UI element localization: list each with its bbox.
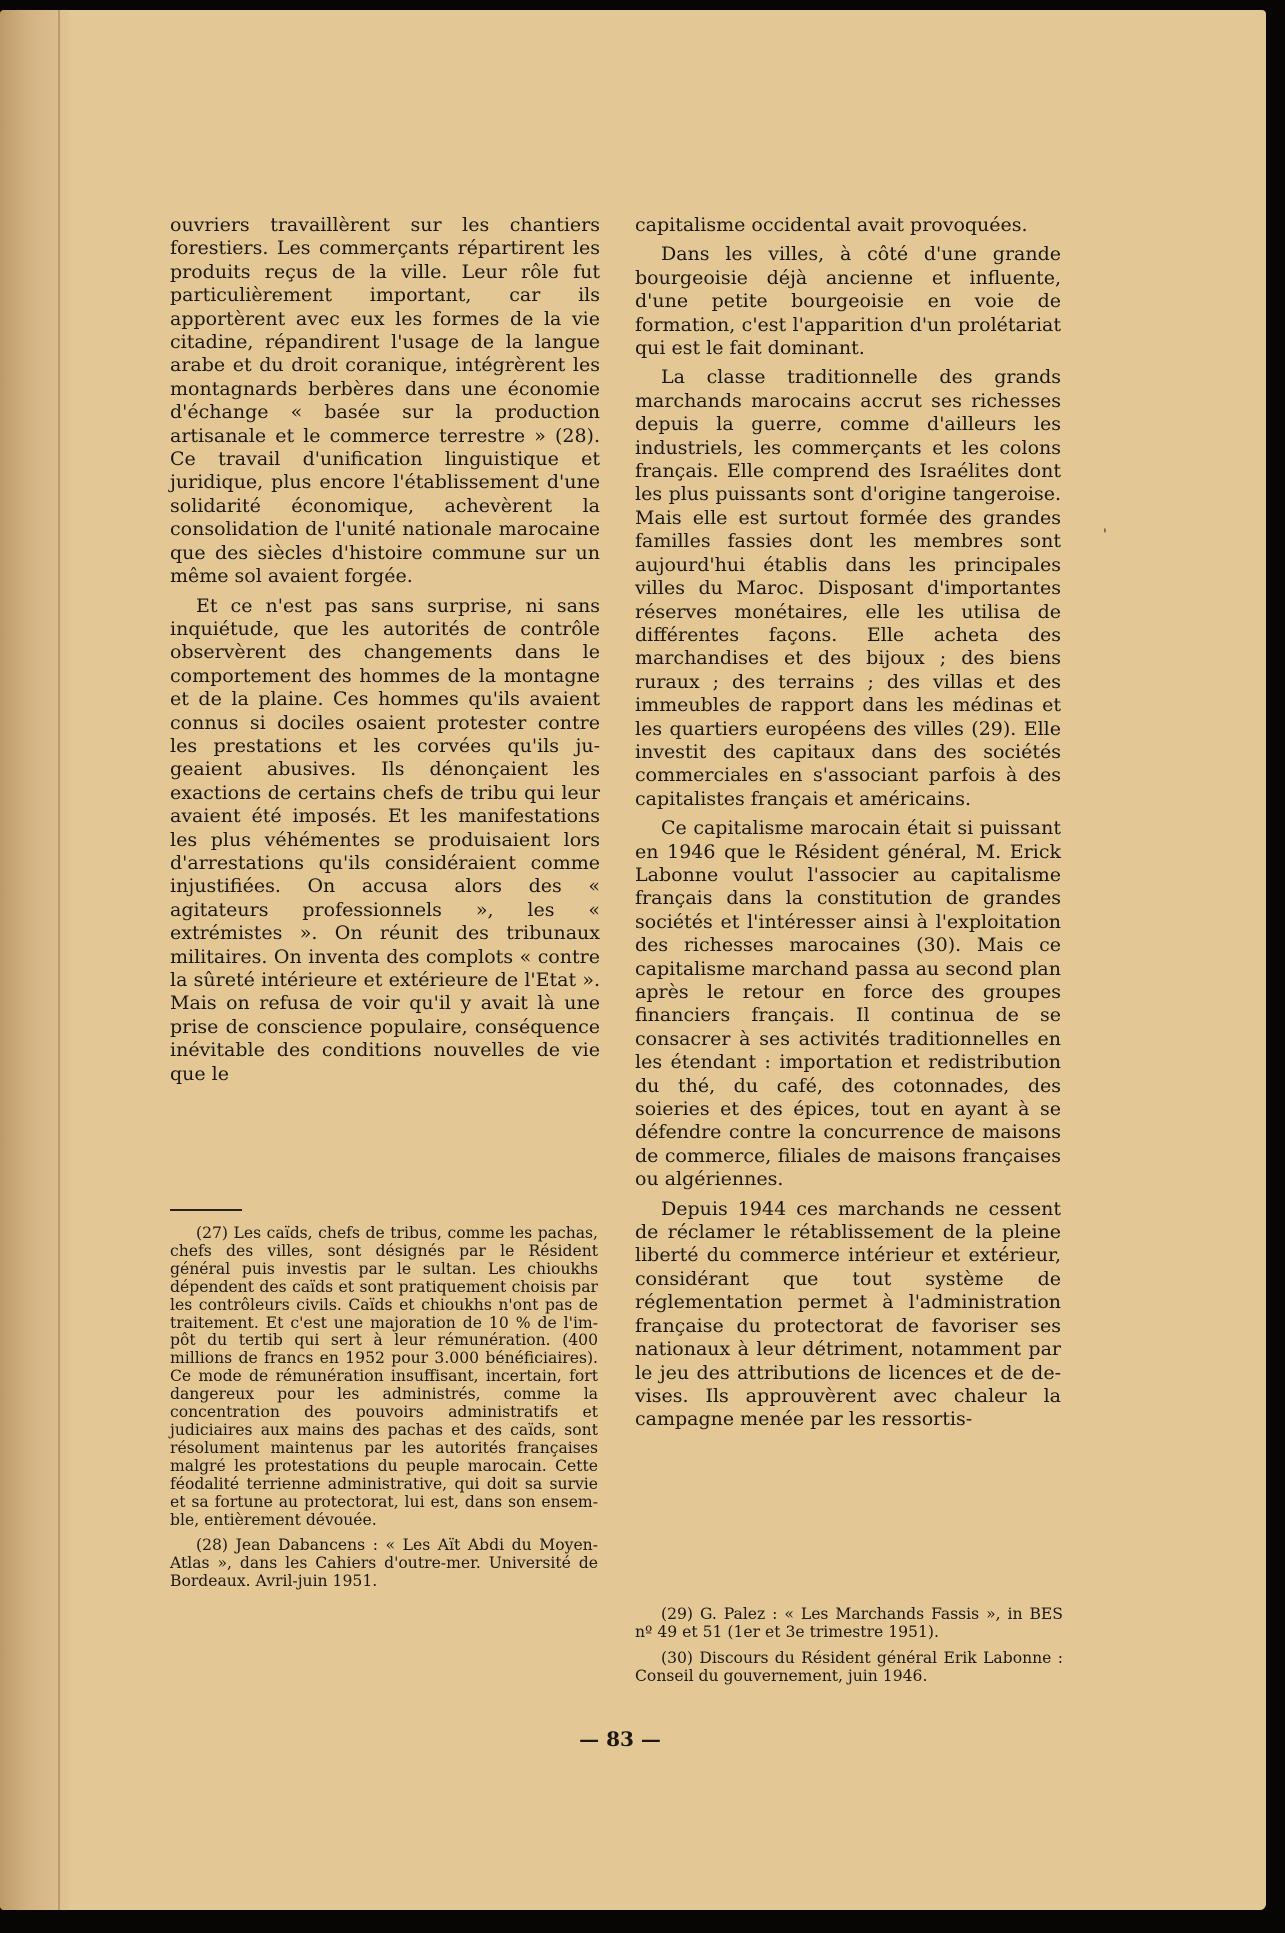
book-page <box>0 10 1266 1910</box>
page-number: — 83 — <box>579 1727 661 1751</box>
binding-crease <box>58 10 60 1910</box>
left-footnotes <box>170 1225 598 1599</box>
footnote-28: (28) Jean Dabancens : « Les Aït Abdi du Moyen-Atlas », dans les Cahiers d'outre-mer. Université de Bordeaux. Avril-juin 1951. <box>170 1536 598 1591</box>
footnote-27: (27) Les caïds, chefs de tribus, comme les pachas, chefs des villes, sont désignés par le Résident général puis investis par le sultan. Les chioukhs dépendent des caïds et sont pratiquement choisis par les contrôleurs civils. Caïds et chioukhs n'ont pas de traitement. Et c'est une majoration de 10 % de l'impôt du tertib qui sert à leur rémunération. (400 millions de francs en 1952 pour 3.000 bénéficiaires). Ce mode de rémunération insuffisant, incertain, fort dangereux pour les administrés, comme la concentration des pouvoirs administratifs et judiciaires aux mains des pachas et des caïds, sont résolument maintenus par les autorités françaises malgré les protestations du peuple marocain. Cette féodalité terrienne administrative, qui doit sa survie et sa fortune au protectorat, lui est, dans son ensemble, entièrement dévouée. <box>170 1224 598 1529</box>
footnote-rule <box>170 1209 242 1211</box>
left-column <box>170 214 600 1092</box>
left-paragraph-2: Et ce n'est pas sans surprise, ni sans inquiétude, que les autorités de contrôle observèrent des changements dans le comportement des hommes de la montagne et de la plaine. Ces hommes qu'ils avaient connus si dociles osaient protester contre les prestations et les corvées qu'ils jugeaient abusives. Ils dénonçaient les exactions de certains chefs de tribu qui leur avaient été imposés. Et les manifestations les plus véhémentes se produisaient lors d'arrestations qu'ils considéraient comme injustifiées. On accusa alors des « agitateurs professionnels », les « extrémistes ». On réunit des tribunaux militaires. On inventa des complots « contre la sûreté intérieure et extérieure de l'Etat ». Mais on refusa de voir qu'il y avait là une prise de conscience populaire, conséquence inévitable des conditions nouvelles de vie que le <box>170 594 600 1085</box>
footnote-30: (30) Discours du Résident général Erik Labonne : Conseil du gouvernement, juin 1946. <box>635 1648 1063 1685</box>
margin-mark: ' <box>1103 527 1107 543</box>
footnote-29: (29) G. Palez : « Les Marchands Fassis », in BES nº 49 et 51 (1er et 3e trimestre 1951). <box>635 1605 1063 1641</box>
right-paragraph-2: Dans les villes, à côté d'une grande bourgeoisie déjà ancienne et influente, d'une petite bourgeoisie en voie de formation, c'est l'apparition d'un prolétariat qui est le fait dominant. <box>635 243 1061 360</box>
right-column <box>635 214 1061 1438</box>
right-paragraph-1: capitalisme occidental avait provoquées. <box>635 214 1028 236</box>
left-paragraph-1: ouvriers travaillèrent sur les chantiers forestiers. Les commerçants répartirent les produits reçus de la ville. Leur rôle fut particulièrement important, car ils apportèrent avec eux les formes de la vie citadine, répandirent l'usage de la langue arabe et du droit coranique, intégrèrent les montagnards berbères dans une économie d'échange « basée sur la production artisanale et le commerce terrestre » (28). Ce travail d'unification linguistique et juridique, plus encore l'établissement d'une solidarité économique, achevèrent la consolidation de l'unité nationale marocaine que des siècles d'histoire commune sur un même sol avaient forgée. <box>170 214 600 588</box>
right-paragraph-4: Ce capitalisme marocain était si puissant en 1946 que le Résident général, M. Erick Labonne voulut l'associer au capitalisme français dans la constitution de grandes sociétés et l'intéresser ainsi à l'exploitation des richesses marocaines (30). Mais ce capitalisme marchand passa au second plan après le retour en force des groupes financiers français. Il continua de se consacrer à ses activités traditionnelles en les étendant : importation et redistribution du thé, du café, des cotonnades, des soieries et des épices, tout en ayant à se défendre contre la concurrence de maisons de commerce, filiales de maisons françaises ou algériennes. <box>635 817 1061 1191</box>
right-paragraph-3: La classe traditionnelle des grands marchands marocains accrut ses richesses depuis la guerre, comme d'ailleurs les industriels, les commerçants et les colons français. Elle comprend des Israélites dont les plus puissants sont d'origine tangeroise. Mais elle est surtout formée des grandes familles fassies dont les membres sont aujourd'hui établis dans les principales villes du Maroc. Disposant d'importantes réserves monétaires, elle les utilisa de différentes façons. Elle acheta des marchandises et des bijoux ; des biens ruraux ; des terrains ; des villas et des immeubles de rapport dans les médinas et les quartiers européens des villes (29). Elle investit des capitaux dans des sociétés commerciales en s'associant parfois à des capitalistes français et américains. <box>635 366 1061 810</box>
right-footnotes <box>635 1606 1063 1694</box>
right-paragraph-5: Depuis 1944 ces marchands ne cessent de réclamer le rétablissement de la pleine liberté du commerce intérieur et extérieur, considérant que tout système de réglementation permet à l'administration française du protectorat de favoriser ses nationaux à leur détriment, notamment par le jeu des attributions de licences et de devises. Ils approuvèrent avec chaleur la campagne menée par les ressortis- <box>635 1197 1061 1431</box>
